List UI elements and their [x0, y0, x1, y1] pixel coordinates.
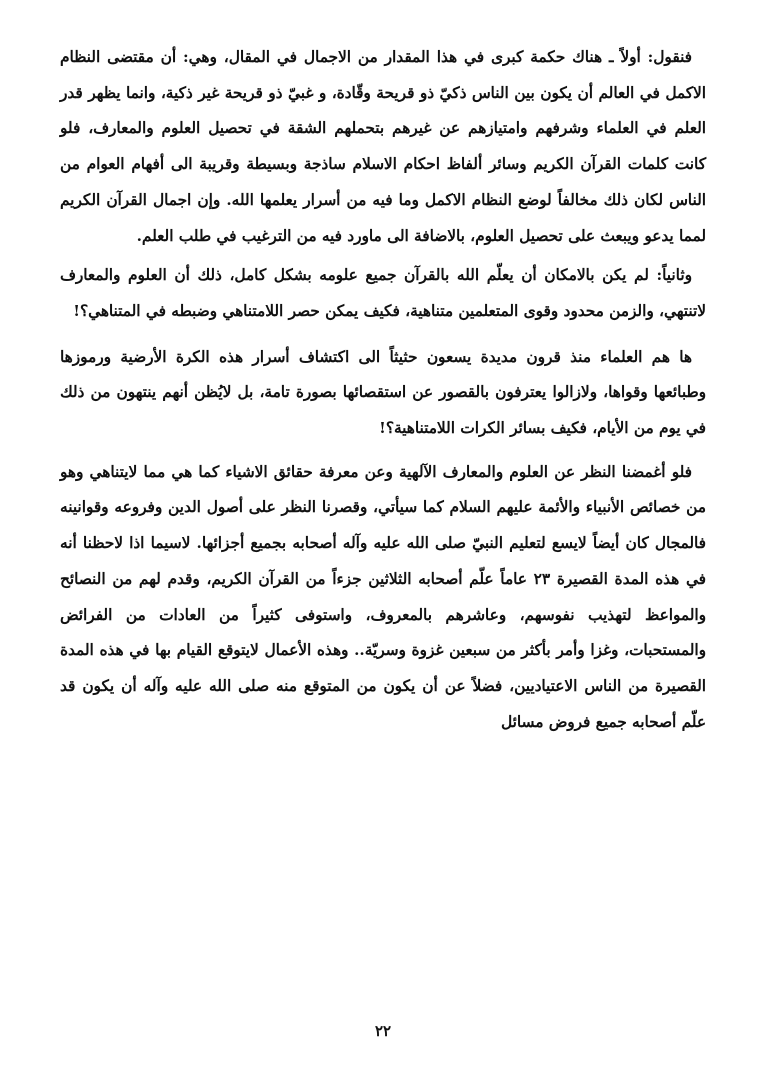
paragraph-4: فلو أغمضنا النظر عن العلوم والمعارف الآلهية وعن معرفة حقائق الاشياء كما هي مما لايتناهي وهو من خصائص الأنبياء والأئمة عليهم السلام كما سيأتي، وقصرنا النظر على أصول الدين وفروعه وقوانينه فالمجال كان أيضاً لايسع لتعليم النبيّ صلى الله عليه وآله أصحابه بجميع أجزائها. لاسيما اذا لاحظنا أنه في هذه المدة القصيرة ٢٣ عاماً علّم أصحابه الثلاثين جزءاً من القرآن الكريم، وقدم لهم من النصائح والمواعظ لتهذيب نفوسهم، وعاشرهم بالمعروف، واستوفى كثيراً من العادات من الفرائض والمستحبات، وغزا وأمر بأكثر من سبعين غزوة وسريّة.. وهذه الأعمال لايتوقع القيام بها في هذه المدة القصيرة من الناس الاعتياديين، فضلاً عن أن يكون من المتوقع منه صلى الله عليه وآله أن يكون قد علّم أصحابه جميع فروض مسائل — [60, 462, 706, 731]
page-number: ٢٢ — [374, 1022, 392, 1040]
paragraph-2: وثانياً: لم يكن بالامكان أن يعلّم الله بالقرآن جميع علومه بشكل كامل، ذلك أن العلوم والمعارف لاتنتهي، والزمن محدود وقوى المتعلمين متناهية، فكيف يمكن حصر اللامتناهي وضبطه في المتناهي؟! — [60, 266, 706, 320]
paragraph-1: فنقول: أولاً ـ هناك حكمة كبرى في هذا المقدار من الاجمال في المقال، وهي: أن مقتضى النظام الاكمل في العالم أن يكون بين الناس ذكيّ ذو قريحة وقّادة، و غبيّ ذو قريحة غير ذكية، وانما يظهر قدر العلم في العلماء وشرفهم وامتيازهم عن غيرهم بتحملهم الشقة في تحصيل العلوم والمعارف، فلو كانت كلمات القرآن الكريم وسائر ألفاظ احكام الاسلام ساذجة وبسيطة وقريبة الى أفهام العوام من الناس لكان ذلك مخالفاً لوضع النظام الاكمل وما فيه من أسرار يعلمها الله. وإن اجمال القرآن الكريم لمما يدعو ويبعث على تحصيل العلوم، بالاضافة الى ماورد فيه من الترغيب في طلب العلم. — [60, 48, 706, 245]
paragraph-3: ها هم العلماء منذ قرون مديدة يسعون حثيثاً الى اكتشاف أسرار هذه الكرة الأرضية ورموزها وطبائعها وقواها، ولازالوا يعترفون بالقصور عن استقصائها بصورة تامة، بل لايُظن أنهم ينتهون من ذلك في يوم من الأيام، فكيف بسائر الكرات اللامتناهية؟! — [60, 347, 706, 438]
page-body — [60, 40, 706, 1000]
